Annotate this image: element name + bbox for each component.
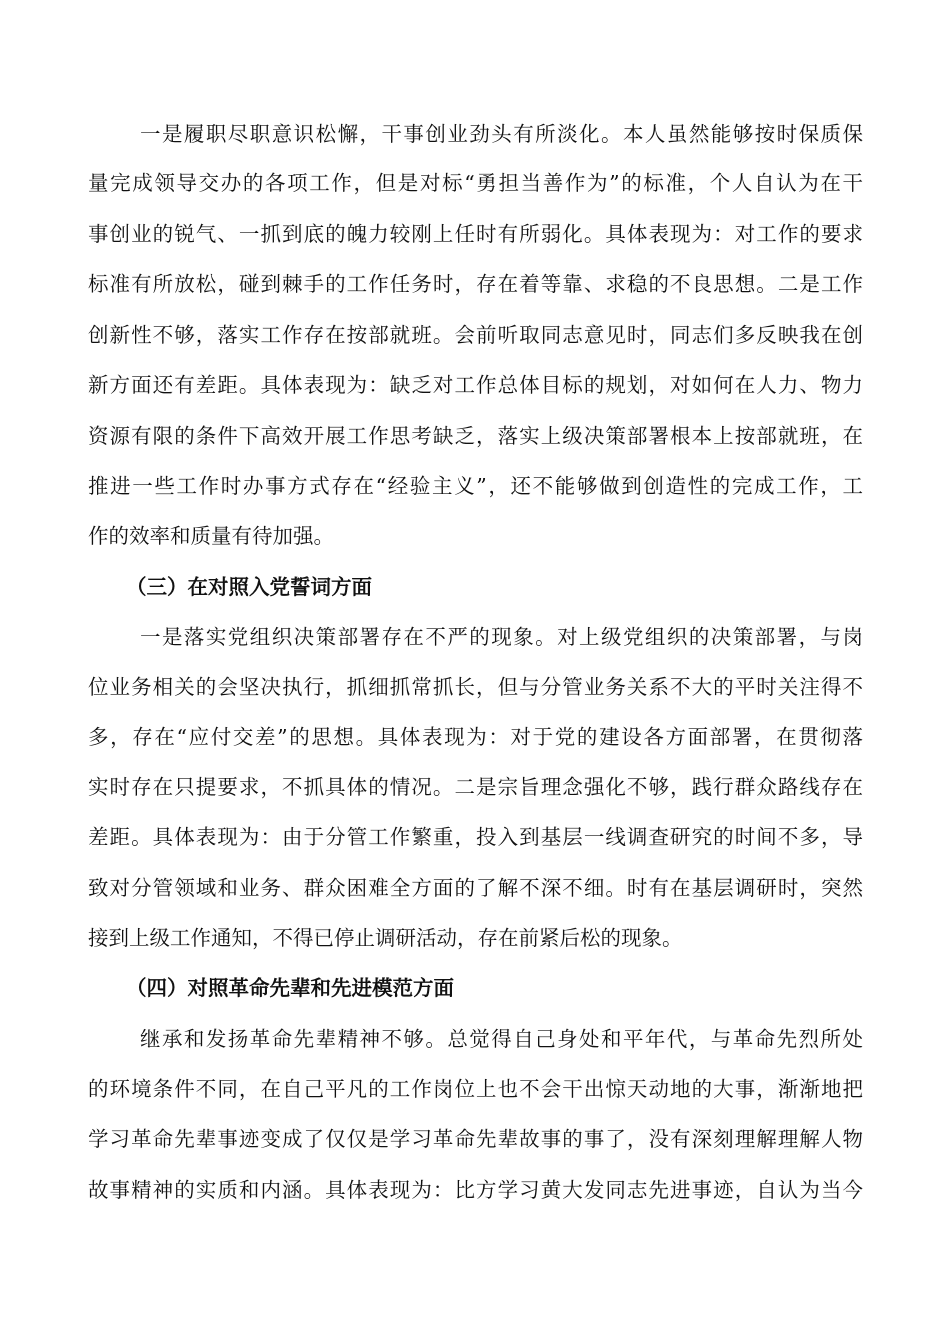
paragraph-2-line: 差距。具体表现为：由于分管工作繁重，投入到基层一线调查研究的时间不多，导 (88, 825, 863, 849)
paragraph-2-line: 实时存在只提要求，不抓具体的情况。二是宗旨理念强化不够，践行群众路线存在 (88, 775, 863, 799)
paragraph-1-line: 创新性不够，落实工作存在按部就班。会前听取同志意见时，同志们多反映我在创 (88, 323, 863, 347)
paragraph-1-line: 推进一些工作时办事方式存在“经验主义”，还不能够做到创造性的完成工作，工 (88, 474, 863, 498)
paragraph-2-line: 致对分管领域和业务、群众困难全方面的了解不深不细。时有在基层调研时，突然 (88, 876, 863, 900)
paragraph-3-line: 故事精神的实质和内涵。具体表现为：比方学习黄大发同志先进事迹，自认为当今 (88, 1178, 863, 1202)
paragraph-1-line: 一是履职尽职意识松懈，干事创业劲头有所淡化。本人虽然能够按时保质保 (140, 122, 863, 146)
paragraph-2-line: 多，存在“应付交差”的思想。具体表现为：对于党的建设各方面部署，在贯彻落 (88, 725, 863, 749)
paragraph-1-line: 作的效率和质量有待加强。 (88, 524, 334, 548)
paragraph-1-line: 资源有限的条件下高效开展工作思考缺乏，落实上级决策部署根本上按部就班，在 (88, 424, 863, 448)
paragraph-1-line: 量完成领导交办的各项工作，但是对标“勇担当善作为”的标准，个人自认为在干 (88, 171, 863, 195)
paragraph-1-line: 标准有所放松，碰到棘手的工作任务时，存在着等靠、求稳的不良思想。二是工作 (88, 272, 863, 296)
paragraph-3-line: 继承和发扬革命先辈精神不够。总觉得自己身处和平年代，与革命先烈所处 (140, 1027, 863, 1051)
section-heading-4: （四）对照革命先辈和先进模范方面 (126, 976, 454, 1000)
paragraph-1-line: 事创业的锐气、一抓到底的魄力较刚上任时有所弱化。具体表现为：对工作的要求 (88, 222, 863, 246)
paragraph-2-line: 位业务相关的会坚决执行，抓细抓常抓长，但与分管业务关系不大的平时关注得不 (88, 675, 863, 699)
section-heading-3: （三）在对照入党誓词方面 (126, 575, 372, 599)
paragraph-3-line: 的环境条件不同，在自己平凡的工作岗位上也不会干出惊天动地的大事，渐渐地把 (88, 1077, 863, 1101)
paragraph-2-line: 接到上级工作通知，不得已停止调研活动，存在前紧后松的现象。 (88, 926, 683, 950)
paragraph-2-line: 一是落实党组织决策部署存在不严的现象。对上级党组织的决策部署，与岗 (140, 625, 863, 649)
paragraph-3-line: 学习革命先辈事迹变成了仅仅是学习革命先辈故事的事了，没有深刻理解理解人物 (88, 1127, 863, 1151)
paragraph-1-line: 新方面还有差距。具体表现为：缺乏对工作总体目标的规划，对如何在人力、物力 (88, 373, 863, 397)
